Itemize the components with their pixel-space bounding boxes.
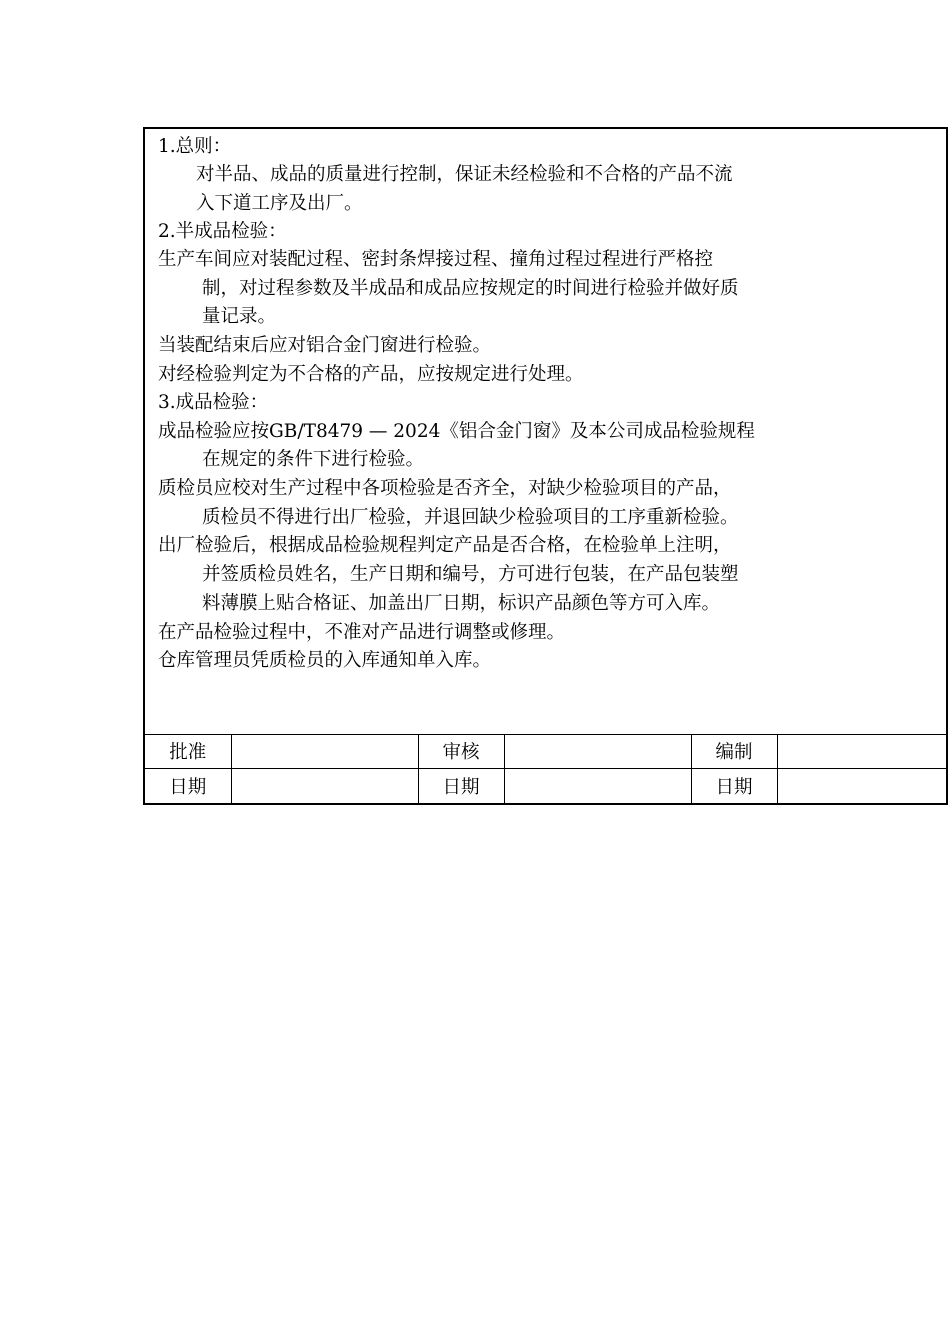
compile-label: 编制 [691,734,777,769]
paragraph-line: 量记录。 [202,306,277,327]
document-body [145,129,946,735]
compile-date-field [777,769,948,804]
review-date-field [504,769,691,804]
section-heading-finished: 3.成品检验： [158,392,269,413]
paragraph-line: 对经检验判定为不合格的产品，应按规定进行处理。 [158,364,584,385]
signoff-row-dates [145,769,948,804]
paragraph-line: 料薄膜上贴合格证、加盖出厂日期，标识产品颜色等方可入库。 [202,593,721,614]
paragraph-line: 在规定的条件下进行检验。 [202,449,425,470]
paragraph-line: 仓库管理员凭质检员的入库通知单入库。 [158,650,492,671]
review-signature-field [504,734,691,769]
paragraph-line: 生产车间应对装配过程、密封条焊接过程、撞角过程过程进行严格控 [158,249,714,270]
section-heading-general: 1.总则： [158,136,232,157]
signoff-table [145,734,948,803]
paragraph-line: 对半品、成品的质量进行控制，保证未经检验和不合格的产品不流 [196,164,733,185]
approve-date-field [231,769,418,804]
paragraph-line: 质检员应校对生产过程中各项检验是否齐全，对缺少检验项目的产品， [158,478,732,499]
paragraph-line: 成品检验应按GB/T8479 — 2024《铝合金门窗》及本公司成品检验规程 [158,421,755,442]
approve-date-label: 日期 [145,769,231,804]
compile-signature-field [777,734,948,769]
procedure-document [143,127,948,805]
paragraph-line: 出厂检验后，根据成品检验规程判定产品是否合格，在检验单上注明， [158,535,732,556]
section-heading-semi-finished: 2.半成品检验： [158,221,287,242]
paragraph-line: 在产品检验过程中，不准对产品进行调整或修理。 [158,622,566,643]
review-date-label: 日期 [418,769,504,804]
review-label: 审核 [418,734,504,769]
paragraph-line: 制，对过程参数及半成品和成品应按规定的时间进行检验并做好质 [202,278,739,299]
approve-label: 批准 [145,734,231,769]
paragraph-line: 质检员不得进行出厂检验，并退回缺少检验项目的工序重新检验。 [202,507,739,528]
approve-signature-field [231,734,418,769]
paragraph-line: 入下道工序及出厂。 [196,193,363,214]
compile-date-label: 日期 [691,769,777,804]
paragraph-line: 当装配结束后应对铝合金门窗进行检验。 [158,335,492,356]
paragraph-line: 并签质检员姓名，生产日期和编号，方可进行包装，在产品包装塑 [202,564,739,585]
signoff-row-signatures [145,734,948,769]
